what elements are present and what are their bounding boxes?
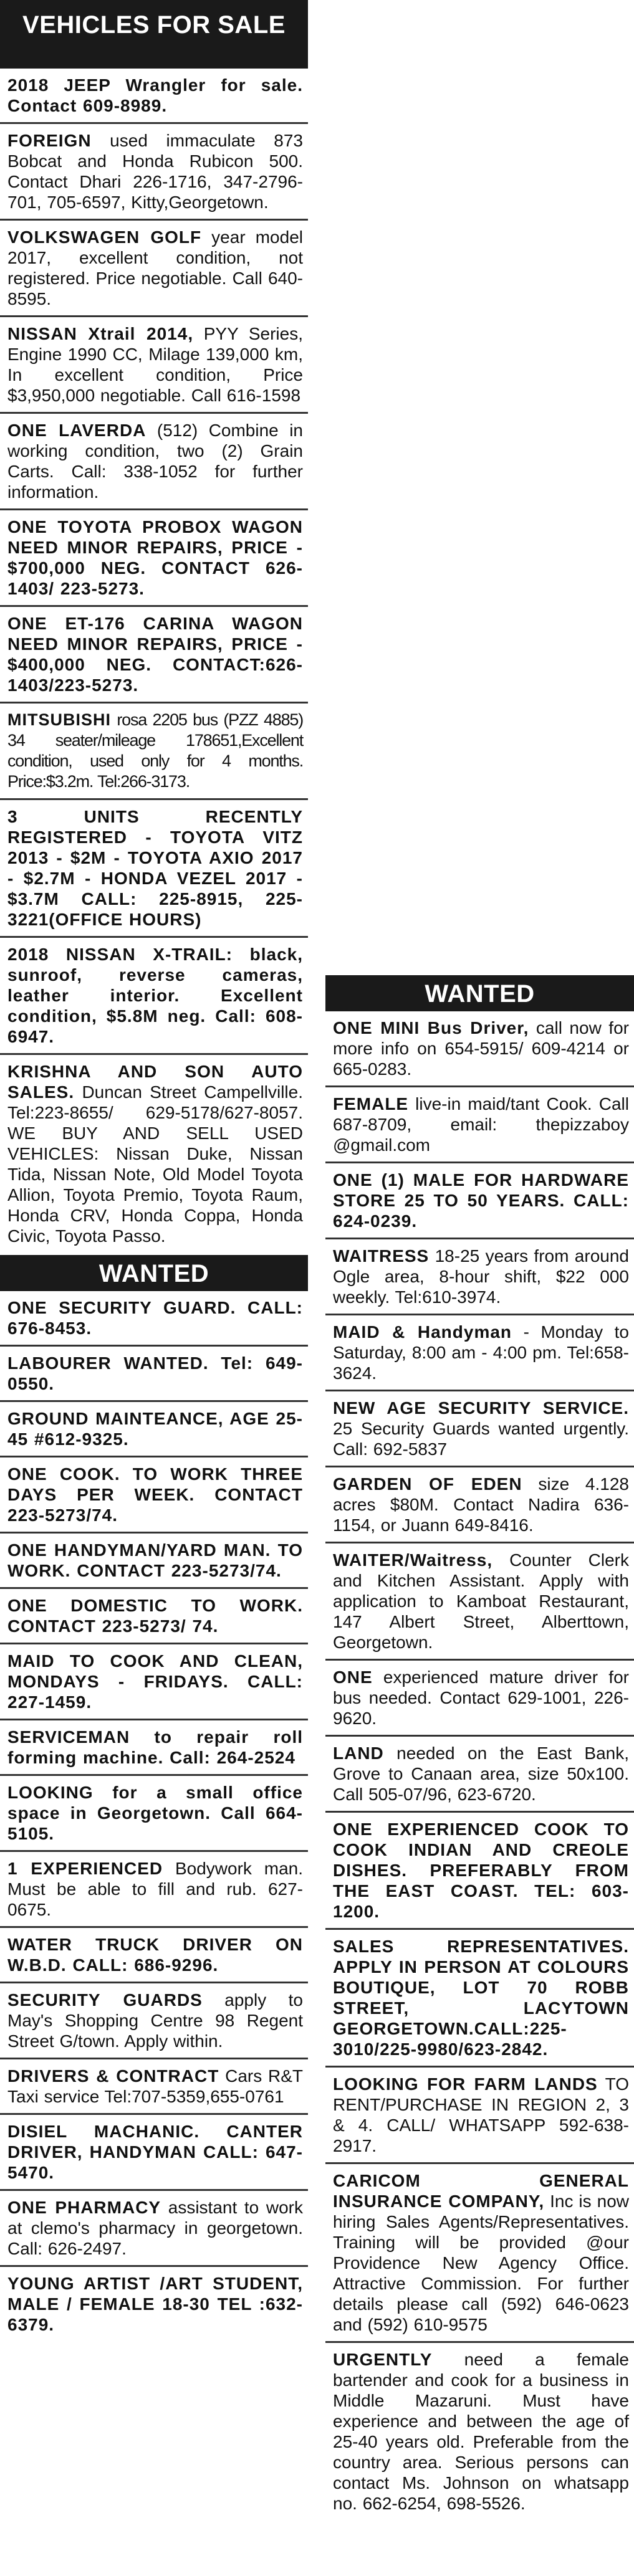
classified-ad bbox=[325, 2343, 634, 2520]
ad-lead-text: SECURITY GUARDS bbox=[7, 1990, 203, 2010]
classified-ad bbox=[0, 1402, 308, 1457]
classified-ad bbox=[0, 1589, 308, 1644]
ad-lead-text: NEW AGE SECURITY SERVICE. bbox=[333, 1398, 629, 1418]
ad-body-text: size 4.128 acres $80M. Contact Nadira 636-1154, or Juann 649-8416. bbox=[333, 1474, 629, 1535]
ad-lead-text: ONE LAVERDA bbox=[7, 421, 146, 440]
classified-ad bbox=[325, 1543, 634, 1661]
classified-ad bbox=[325, 1011, 634, 1087]
ad-lead-text: ONE PHARMACY bbox=[7, 2198, 161, 2217]
ad-lead-text: 2018 JEEP Wrangler for sale. Contact 609-8989. bbox=[7, 75, 303, 115]
classified-ad bbox=[325, 2164, 634, 2343]
ad-lead-text: URGENTLY bbox=[333, 2350, 433, 2369]
ad-lead-text: DRIVERS & CONTRACT bbox=[7, 2066, 219, 2086]
classified-ad bbox=[0, 2191, 308, 2267]
blank-area bbox=[325, 0, 634, 975]
classifieds-column-right bbox=[325, 0, 634, 2576]
classified-ad bbox=[0, 1928, 308, 1983]
ad-lead-text: MAID TO COOK AND CLEAN, MONDAYS - FRIDAYS. CALL: 227-1459. bbox=[7, 1651, 303, 1712]
ad-body-text: Bodywork man. Must be able to fill and rub. 627-0675. bbox=[7, 1859, 303, 1919]
ad-lead-text: KRISHNA AND SON AUTO SALES. bbox=[7, 1062, 303, 1102]
wanted-list-right bbox=[325, 1011, 634, 2520]
ad-body-text: call now for more info on 654-5915/ 609-4214 or 665-0283. bbox=[333, 1018, 629, 1079]
classified-ad bbox=[0, 2115, 308, 2191]
classified-ad bbox=[0, 1852, 308, 1928]
classified-ad bbox=[0, 607, 308, 704]
ad-lead-text: ONE MINI Bus Driver, bbox=[333, 1018, 529, 1038]
ad-lead-text: 2018 NISSAN X-TRAIL: black, sunroof, reverse cameras, leather interior. Excellent condition, $5.8M neg. Call: 608-6947. bbox=[7, 945, 303, 1046]
classified-ad bbox=[325, 1737, 634, 1813]
ad-body-text: experienced mature driver for bus needed. Contact 629-1001, 226-9620. bbox=[333, 1667, 629, 1728]
ad-lead-text: 1 EXPERIENCED bbox=[7, 1859, 163, 1878]
classified-ad bbox=[0, 1720, 308, 1776]
wanted-heading-left: WANTED bbox=[0, 1255, 308, 1291]
ad-lead-text: ONE DOMESTIC TO WORK. CONTACT 223-5273/ 74. bbox=[7, 1596, 303, 1636]
ad-lead-text: ONE TOYOTA PROBOX WAGON NEED MINOR REPAIRS, PRICE - $700,000 NEG. CONTACT 626-1403/ 223-5273. bbox=[7, 517, 303, 598]
classifieds-column-left bbox=[0, 0, 308, 2576]
ad-body-text: used immaculate 873 Bobcat and Honda Rubicon 500. Contact Dhari 226-1716, 347-2796-701, 705-6597, Kitty,Georgetown. bbox=[7, 131, 303, 212]
classified-ad bbox=[325, 1163, 634, 1239]
ad-body-text: needed on the East Bank, Grove to Canaan area, size 50x100. Call 505-07/96, 623-6720. bbox=[333, 1744, 629, 1804]
ad-body-text: - Monday to Saturday, 8:00 am - 4:00 pm. Tel:658-3624. bbox=[333, 1322, 629, 1383]
ad-lead-text: ONE ET-176 CARINA WAGON NEED MINOR REPAIRS, PRICE - $400,000 NEG. CONTACT:626-1403/223-5273. bbox=[7, 614, 303, 695]
ad-lead-text: DISIEL MACHANIC. CANTER DRIVER, HANDYMAN CALL: 647-5470. bbox=[7, 2122, 303, 2182]
ad-lead-text: FEMALE bbox=[333, 1094, 409, 1114]
ad-lead-text: ONE EXPERIENCED COOK TO COOK INDIAN AND CREOLE DISHES. PREFERABLY FROM THE EAST COAST. TEL: 603-1200. bbox=[333, 1820, 629, 1921]
ad-lead-text: SERVICEMAN to repair roll forming machine. Call: 264-2524 bbox=[7, 1727, 303, 1767]
ad-lead-text: YOUNG ARTIST /ART STUDENT, MALE / FEMALE 18-30 TEL :632-6379. bbox=[7, 2274, 303, 2334]
ad-body-text: Counter Clerk and Kitchen Assistant. Apply with application to Kamboat Restaurant, 147 Albert Street, Alberttown, Georgetown. bbox=[333, 1550, 629, 1652]
classified-ad bbox=[325, 1391, 634, 1467]
classified-ad bbox=[0, 938, 308, 1055]
classified-ad bbox=[0, 1983, 308, 2059]
classified-ad bbox=[0, 124, 308, 221]
classified-ad bbox=[0, 800, 308, 938]
ad-lead-text: MAID & Handyman bbox=[333, 1322, 512, 1342]
ad-body-text: Duncan Street Campellville. Tel:223-8655/ 629-5178/627-8057. WE BUY AND SELL USED VEHICLES: Nissan Duke, Nissan Tida, Nissan Note, Old Model Toyota Allion, Toyota Premio, Toyota Raum, Honda CRV, Honda Coppa, Honda Civic, Toyota Passo. bbox=[7, 1082, 303, 1246]
ad-lead-text: WAITER/Waitress, bbox=[333, 1550, 493, 1570]
classified-ad bbox=[0, 1776, 308, 1852]
classified-ad bbox=[0, 1291, 308, 1347]
ad-lead-text: NISSAN Xtrail 2014, bbox=[7, 324, 194, 343]
ad-lead-text: WAITRESS bbox=[333, 1246, 430, 1266]
classified-ad bbox=[325, 1467, 634, 1543]
ad-lead-text: GROUND MAINTEANCE, AGE 25-45 #612-9325. bbox=[7, 1409, 303, 1449]
ad-body-text: need a female bartender and cook for a business in Middle Mazaruni. Must have experience and between the age of 25-40 years old. Preferable from the country area. Serious persons can contact Ms. Johnson on whatsapp no. 662-6254, 698-5526. bbox=[333, 2350, 629, 2513]
classified-ad bbox=[325, 1813, 634, 1930]
ad-lead-text: VOLKSWAGEN GOLF bbox=[7, 227, 202, 247]
classified-ad bbox=[325, 1239, 634, 1315]
ad-body-text: (512) Combine in working condition, two (2) Grain Carts. Call: 338-1052 for further information. bbox=[7, 421, 303, 502]
ad-lead-text: ONE COOK. TO WORK THREE DAYS PER WEEK. CONTACT 223-5273/74. bbox=[7, 1464, 303, 1525]
ad-body-text: live-in maid/tant Cook. Call 687-8709, email: thepizzaboy @gmail.com bbox=[333, 1094, 629, 1155]
classified-ad bbox=[0, 704, 308, 800]
ad-body-text: Inc is now hiring Sales Agents/Representatives. Training will be provided @our Providence New Agency Office. Attractive Commission. For further details please call (592) 646-0623 and (592) 610-9575 bbox=[333, 2192, 629, 2334]
classified-ad bbox=[0, 1347, 308, 1402]
vehicles-for-sale-list bbox=[0, 69, 308, 1252]
ad-lead-text: SALES REPRESENTATIVES. APPLY IN PERSON AT COLOURS BOUTIQUE, LOT 70 ROBB STREET, LACYTOWN GEORGETOWN.CALL:225-3010/225-9980/623-2842. bbox=[333, 1937, 629, 2059]
ad-lead-text: LAND bbox=[333, 1744, 384, 1763]
classified-ad bbox=[0, 1534, 308, 1589]
ad-lead-text: ONE HANDYMAN/YARD MAN. TO WORK. CONTACT 223-5273/74. bbox=[7, 1540, 303, 1580]
ad-body-text: TO RENT/PURCHASE IN REGION 2, 3 & 4. CALL/ WHATSAPP 592-638-2917. bbox=[333, 2074, 630, 2155]
ad-body-text: assistant to work at clemo's pharmacy in georgetown. Call: 626-2497. bbox=[7, 2198, 304, 2258]
classified-ad bbox=[0, 1457, 308, 1534]
vehicles-for-sale-heading: VEHICLES FOR SALE bbox=[0, 0, 308, 69]
classified-ad bbox=[325, 1930, 634, 2068]
ad-lead-text: LOOKING for a small office space in Georgetown. Call 664-5105. bbox=[7, 1783, 303, 1843]
classified-ad bbox=[325, 1087, 634, 1163]
wanted-heading-right: WANTED bbox=[325, 975, 634, 1011]
ad-body-text: 25 Security Guards wanted urgently. Call: 692-5837 bbox=[333, 1419, 629, 1459]
ad-body-text: Cars R&T Taxi service Tel:707-5359,655-0761 bbox=[7, 2066, 303, 2106]
classified-ad bbox=[0, 69, 308, 124]
classified-ad bbox=[0, 1644, 308, 1720]
classified-ad bbox=[0, 510, 308, 607]
ad-lead-text: LOOKING FOR FARM LANDS bbox=[333, 2074, 598, 2094]
classified-ad bbox=[325, 2068, 634, 2164]
wanted-list-left bbox=[0, 1291, 308, 2341]
classified-ad bbox=[0, 2267, 308, 2341]
classified-ad bbox=[325, 1315, 634, 1391]
ad-lead-text: LABOURER WANTED. Tel: 649-0550. bbox=[7, 1353, 303, 1393]
ad-lead-text: FOREIGN bbox=[7, 131, 92, 150]
ad-body-text: year model 2017, excellent condition, not registered. Price negotiable. Call 640-8595. bbox=[7, 227, 303, 308]
ad-lead-text: ONE bbox=[333, 1667, 373, 1687]
classified-ad bbox=[0, 2059, 308, 2115]
classified-ad bbox=[0, 1055, 308, 1252]
ad-lead-text: WATER TRUCK DRIVER ON W.B.D. CALL: 686-9296. bbox=[7, 1935, 303, 1975]
ad-body-text: PYY Series, Engine 1990 CC, Milage 139,000 km, In excellent condition, Price $3,950,000 negotiable. Call 616-1598 bbox=[7, 324, 303, 405]
classified-ad bbox=[0, 414, 308, 510]
ad-body-text: rosa 2205 bus (PZZ 4885) 34 seater/mileage 178651,Excellent condition, used only for 4 months. Price:$3.2m. Tel:266-3173. bbox=[7, 710, 303, 791]
ad-lead-text: ONE (1) MALE FOR HARDWARE STORE 25 TO 50 YEARS. CALL: 624-0239. bbox=[333, 1170, 629, 1231]
ad-lead-text: 3 UNITS RECENTLY REGISTERED - TOYOTA VITZ 2013 - $2M - TOYOTA AXIO 2017 - $2.7M - HONDA VEZEL 2017 - $3.7M CALL: 225-8915, 225-3221(OFFICE HOURS) bbox=[7, 807, 303, 929]
ad-lead-text: CARICOM GENERAL INSURANCE COMPANY, bbox=[333, 2171, 629, 2211]
ad-body-text: apply to May's Shopping Centre 98 Regent Street G/town. Apply within. bbox=[7, 1990, 303, 2051]
ad-lead-text: ONE SECURITY GUARD. CALL: 676-8453. bbox=[7, 1298, 303, 1338]
ad-lead-text: MITSUBISHI bbox=[7, 710, 112, 729]
ad-body-text: 18-25 years from around Ogle area, 8-hour shift, $22 000 weekly. Tel:610-3974. bbox=[333, 1246, 629, 1307]
classified-ad bbox=[0, 317, 308, 414]
classified-ad bbox=[0, 221, 308, 317]
ad-lead-text: GARDEN OF EDEN bbox=[333, 1474, 522, 1494]
classified-ad bbox=[325, 1661, 634, 1737]
